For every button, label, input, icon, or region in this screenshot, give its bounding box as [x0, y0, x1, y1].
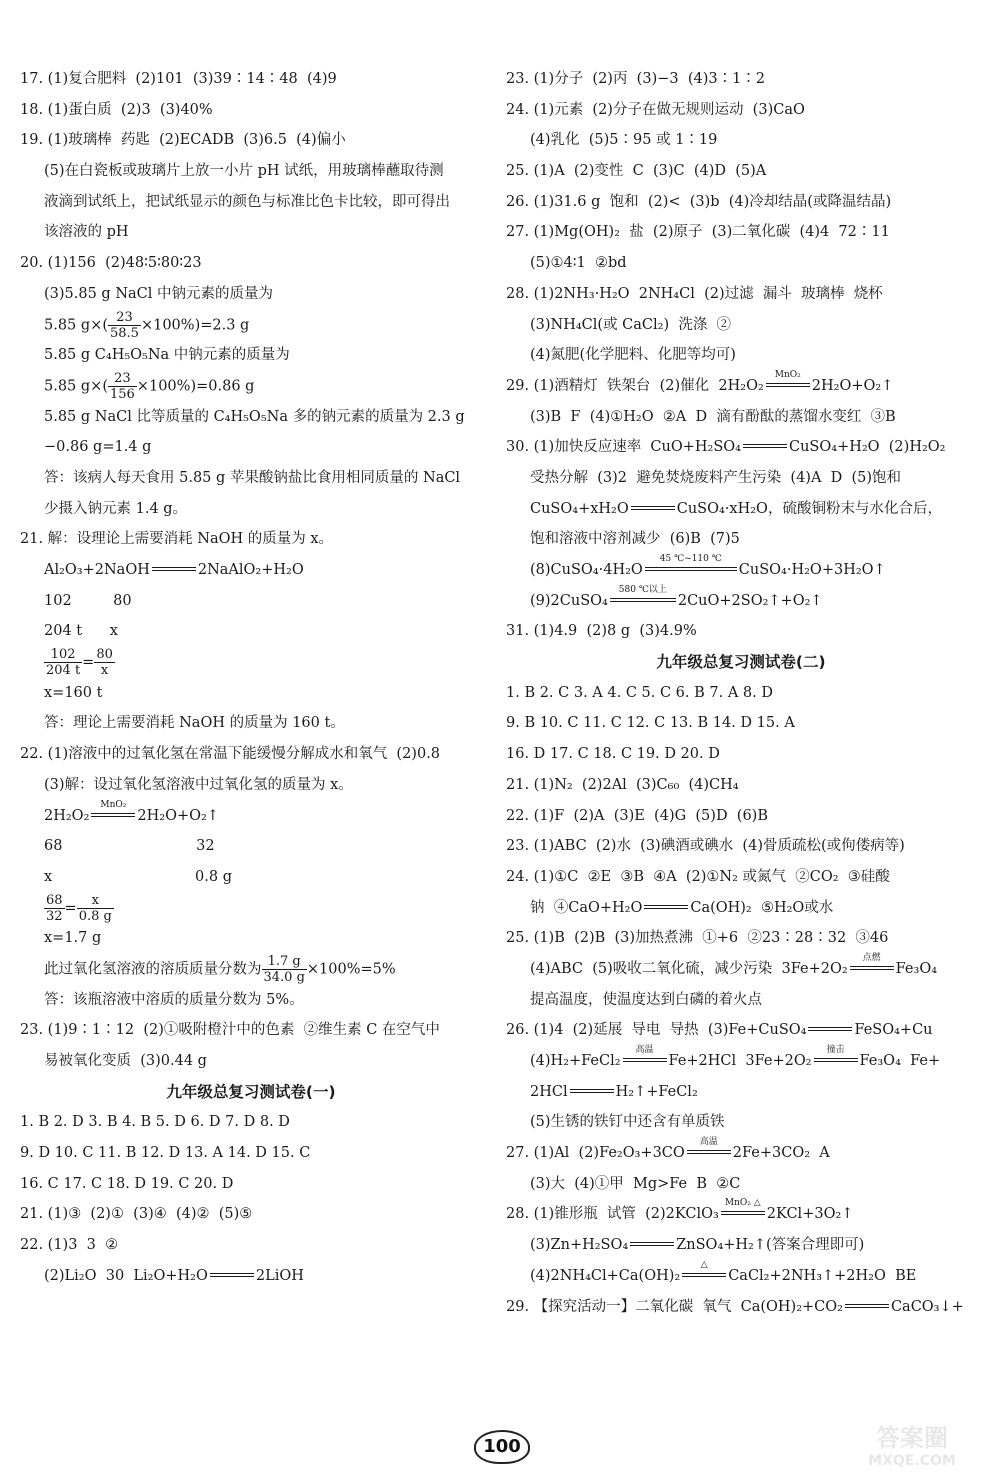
- answer-line: 易被氧化变质 (3)0.44 g: [44, 1053, 207, 1069]
- answer-line: 23. (1)分子 (2)丙 (3)−3 (4)3∶1∶2: [506, 71, 766, 87]
- answer-line: 液滴到试纸上，把试纸显示的颜色与标准比色卡比较，即可得出: [44, 193, 450, 210]
- answer-line: 68 32: [44, 838, 215, 855]
- answer-line: 24. (1)①C ②E ③B ④A (2)①N₂ 或氮气 ②CO₂ ③硅酸: [506, 868, 890, 885]
- right-column: [506, 64, 976, 1322]
- equation-line: (9)2CuSO₄ 580 ℃以上 2CuO+2SO₂↑+O₂↑: [530, 584, 823, 609]
- answer-line: 5.85 g×( $\frac{23}{156}$ ×100%)=0.86 g: [44, 370, 255, 402]
- answer-line: 25. (1)A (2)变性 C (3)C (4)D (5)A: [506, 163, 767, 180]
- answer-line: 23. (1)9∶1∶12 (2)①吸附橙汁中的色素 ②维生素 C 在空气中: [20, 1022, 440, 1039]
- equation-line: 2H₂O₂ MnO₂ 2H₂O+O₂↑: [44, 799, 219, 824]
- answer-line: 1. B 2. C 3. A 4. C 5. C 6. B 7. A 8. D: [506, 684, 773, 701]
- answer-line: 19. (1)玻璃棒 药匙 (2)ECADB (3)6.5 (4)偏小: [20, 132, 346, 149]
- svg-text:答案圈: 答案圈: [876, 1424, 948, 1452]
- answer-line: (4)氮肥(化学肥料、化肥等均可): [530, 347, 736, 364]
- left-column: [20, 64, 482, 1292]
- equation-line: CuSO₄+xH₂O CuSO₄·xH₂O，硫酸铜粉末与水化合后，: [530, 500, 942, 517]
- answer-line: 1. B 2. D 3. B 4. B 5. D 6. D 7. D 8. D: [20, 1114, 290, 1131]
- equation-line: 28. (1)锥形瓶 试管 (2)2KClO₃ MnO₂ △ 2KCl+3O₂↑: [506, 1198, 854, 1223]
- answer-line: 9. D 10. C 11. B 12. D 13. A 14. D 15. C: [20, 1145, 311, 1162]
- answer-line: 20. (1)156 (2)48∶5∶80∶23: [20, 255, 202, 272]
- answer-line: 28. (1)2NH₃·H₂O 2NH₄Cl (2)过滤 漏斗 玻璃棒 烧杯: [506, 285, 883, 302]
- answer-line: 5.85 g×( $\frac{23}{58.5}$ ×100%)=2.3 g: [44, 309, 250, 341]
- answer-line: 26. (1)31.6 g 饱和 (2)< (3)b (4)冷却结晶(或降温结晶): [506, 193, 892, 210]
- answer-line: 204 t x: [44, 623, 118, 640]
- answer-line: 25. (1)B (2)B (3)加热煮沸 ①+6 ②23∶28∶32 ③46: [506, 930, 889, 947]
- equation-line: (4)ABC (5)吸收二氧化硫，减少污染 3Fe+2O₂ 点燃 Fe₃O₄: [530, 952, 938, 977]
- answer-line: 该溶液的 pH: [44, 224, 129, 241]
- answer-line: 18. (1)蛋白质 (2)3 (3)40%: [20, 101, 213, 118]
- answer-line: x=160 t: [44, 684, 103, 701]
- answer-line: (3)解：设过氧化氢溶液中过氧化氢的质量为 x。: [44, 776, 353, 793]
- answer-line: 102 80: [44, 592, 132, 609]
- answer-line: 饱和溶液中溶剂减少 (6)B (7)5: [530, 531, 740, 548]
- equation-line: 29. 【探究活动一】二氧化碳 氧气 Ca(OH)₂+CO₂ CaCO₃↓+: [506, 1298, 964, 1315]
- answer-line: x=1.7 g: [44, 930, 102, 947]
- answer-line: 17. (1)复合肥料 (2)101 (3)39∶14∶48 (4)9: [20, 71, 337, 87]
- answer-line: (5)在白瓷板或玻璃片上放一小片 pH 试纸，用玻璃棒蘸取待测: [44, 163, 444, 180]
- answer-line: 答：理论上需要消耗 NaOH 的质量为 160 t。: [44, 715, 345, 732]
- answer-line: 16. C 17. C 18. D 19. C 20. D: [20, 1175, 234, 1192]
- equation-line: (8)CuSO₄·4H₂O 45 ℃~110 ℃ CuSO₄·H₂O+3H₂O↑: [530, 554, 886, 578]
- answer-line: 答：该病人每天食用 5.85 g 苹果酸钠盐比食用相同质量的 NaCl: [44, 469, 461, 486]
- answer-line: 21. 解：设理论上需要消耗 NaOH 的质量为 x。: [20, 531, 334, 548]
- equation-line: (4)2NH₄Cl+Ca(OH)₂ △ CaCl₂+2NH₃↑+2H₂O BE: [530, 1259, 917, 1284]
- answer-line: 提高温度，使温度达到白磷的着火点: [530, 991, 762, 1008]
- answer-line: 9. B 10. C 11. C 12. C 13. B 14. D 15. A: [506, 715, 795, 732]
- equation-line: (4)H₂+FeCl₂ 高温 Fe+2HCl 3Fe+2O₂ 撞击 Fe₃O₄ Fe+: [530, 1045, 941, 1069]
- answer-line: (3)B F (4)①H₂O ②A D 滴有酚酞的蒸馏水变红 ③B: [530, 408, 896, 425]
- equation-line: Al₂O₃+2NaOH 2NaAlO₂+H₂O: [44, 562, 304, 578]
- answer-line: x 0.8 g: [44, 868, 233, 885]
- answer-line: 22. (1)溶液中的过氧化氢在常温下能缓慢分解成水和氧气 (2)0.8: [20, 746, 441, 763]
- answer-line: 21. (1)N₂ (2)2Al (3)C₆₀ (4)CH₄: [506, 776, 739, 793]
- answer-line: (5)①4∶1 ②bd: [530, 255, 627, 272]
- answer-line: 22. (1)F (2)A (3)E (4)G (5)D (6)B: [506, 807, 768, 824]
- section-title: 九年级总复习测试卷(二): [656, 653, 826, 672]
- answer-line: −0.86 g=1.4 g: [44, 439, 152, 456]
- answer-line: 22. (1)3 3 ②: [20, 1237, 119, 1254]
- answer-line: 16. D 17. C 18. C 19. D 20. D: [506, 746, 720, 763]
- answer-line: 少摄入钠元素 1.4 g。: [44, 500, 188, 517]
- proportion-line: $\frac{68}{32}$ = $\frac{x}{0.8 g}$: [46, 892, 112, 924]
- answer-line: 答：该瓶溶液中溶质的质量分数为 5%。: [44, 991, 304, 1008]
- answer-line: 5.85 g C₄H₅O₅Na 中钠元素的质量为: [44, 347, 290, 364]
- equation-line: 钠 ④CaO+H₂O Ca(OH)₂ ⑤H₂O或水: [530, 899, 834, 916]
- page-number: 100: [474, 1430, 530, 1464]
- equation-line: 2HCl H₂↑+FeCl₂: [530, 1083, 698, 1100]
- equation-line: (3)Zn+H₂SO₄ ZnSO₄+H₂↑(答案合理即可): [530, 1237, 865, 1254]
- answer-line: (5)生锈的铁钉中还含有单质铁: [530, 1114, 725, 1131]
- answer-line: 此过氧化氢溶液的溶质质量分数为 $\frac{1.7 g}{34.0 g}$ ×100%=5%: [44, 953, 396, 985]
- equation-line: 27. (1)Al (2)Fe₂O₃+3CO 高温 2Fe+3CO₂ A: [506, 1137, 830, 1162]
- answer-line: (3)5.85 g NaCl 中钠元素的质量为: [44, 285, 273, 302]
- answer-line: 21. (1)③ (2)① (3)④ (4)② (5)⑤: [20, 1206, 253, 1223]
- equation-line: (2)Li₂O 30 Li₂O+H₂O 2LiOH: [44, 1267, 304, 1284]
- watermark-logo: [842, 1418, 982, 1470]
- answer-line: (3)大 (4)①甲 Mg>Fe B ②C: [530, 1175, 741, 1192]
- equation-line: 26. (1)4 (2)延展 导电 导热 (3)Fe+CuSO₄ FeSO₄+Cu: [506, 1022, 933, 1039]
- answer-line: 31. (1)4.9 (2)8 g (3)4.9%: [506, 623, 697, 640]
- equation-line: 29. (1)酒精灯 铁架台 (2)催化 2H₂O₂ MnO₂ 2H₂O+O₂↑: [506, 369, 894, 394]
- svg-text:MXQE.COM: MXQE.COM: [868, 1453, 956, 1469]
- answer-line: (3)NH₄Cl(或 CaCl₂) 洗涤 ②: [530, 316, 732, 333]
- answer-line: (4)乳化 (5)5∶95 或 1∶19: [530, 132, 718, 149]
- answer-line: 27. (1)Mg(OH)₂ 盐 (2)原子 (3)二氧化碳 (4)4 72∶11: [506, 224, 890, 241]
- answer-line: 24. (1)元素 (2)分子在做无规则运动 (3)CaO: [506, 101, 805, 118]
- proportion-line: $\frac{102}{204 t}$ = $\frac{80}{x}$: [46, 647, 113, 679]
- equation-line: 30. (1)加快反应速率 CuO+H₂SO₄ CuSO₄+H₂O (2)H₂O₂: [506, 439, 946, 456]
- answer-line: 5.85 g NaCl 比等质量的 C₄H₅O₅Na 多的钠元素的质量为 2.3 g: [44, 408, 465, 425]
- section-title: 九年级总复习测试卷(一): [166, 1082, 336, 1101]
- answer-line: 受热分解 (3)2 避免焚烧废料产生污染 (4)A D (5)饱和: [530, 469, 902, 486]
- answer-line: 23. (1)ABC (2)水 (3)碘酒或碘水 (4)骨质疏松(或佝偻病等): [506, 838, 905, 855]
